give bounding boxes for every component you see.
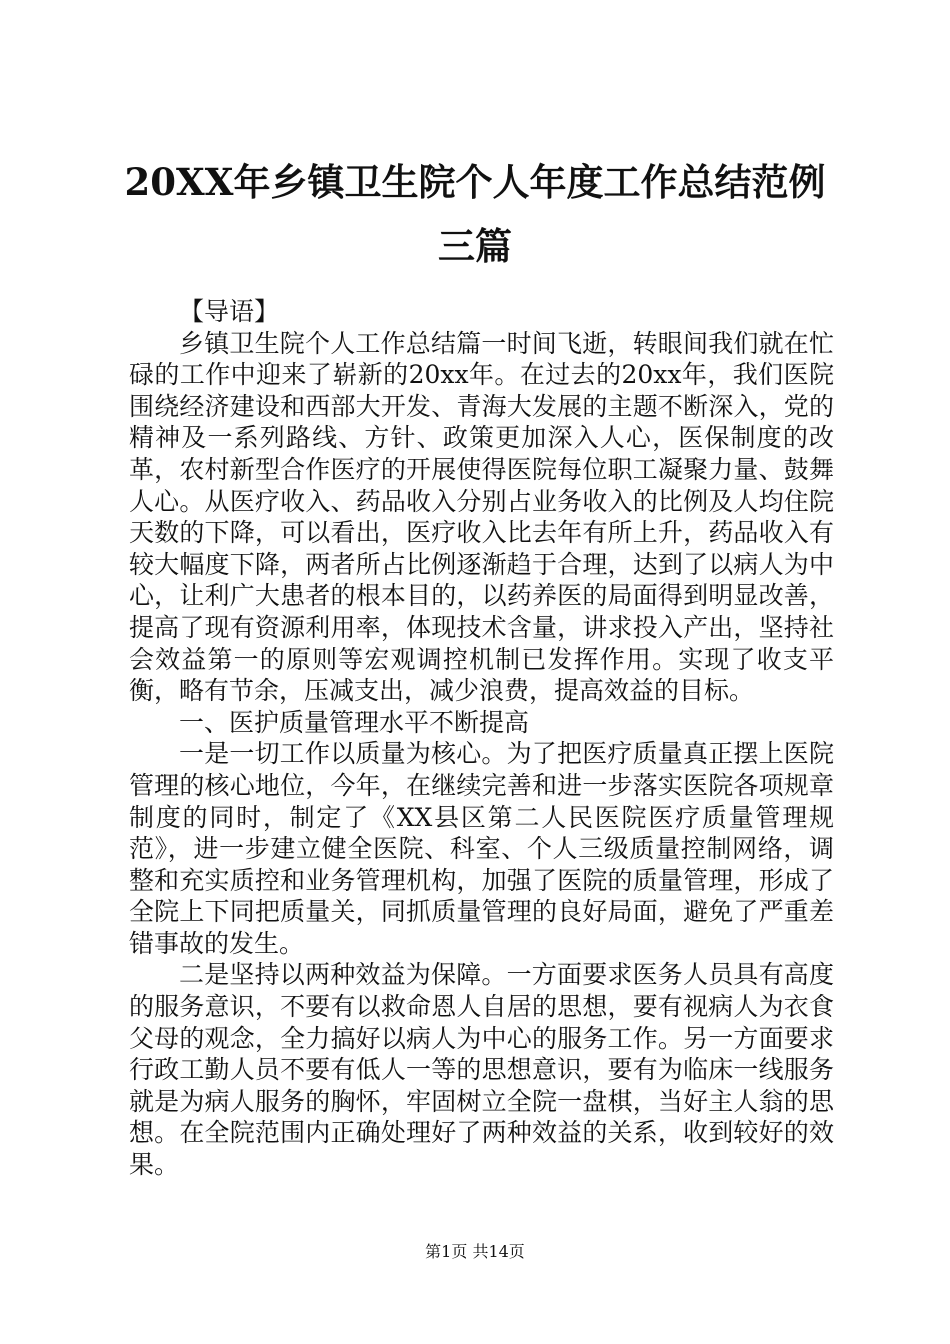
intro-label: 【导语】 <box>179 297 280 326</box>
document-title: 20XX年乡镇卫生院个人年度工作总结范例三篇 <box>124 160 826 268</box>
paragraph-1: 乡镇卫生院个人工作总结篇一时间飞逝，转眼间我们就在忙碌的工作中迎来了崭新的20xx年。在过去的20xx年，我们医院围绕经济建设和西部大开发、青海大发展的主题不断深入，党的精神及一系列路线、方针、政策更加深入人心，医保制度的改革，农村新型合作医疗的开展使得医院每位职工凝聚力量、鼓舞人心。从医疗收入、药品收入分别占业务收入的比例及人均住院天数的下降，可以看出，医疗收入比去年有所上升，药品收入有较大幅度下降，两者所占比例逐渐趋于合理，达到了以病人为中心，让利广大患者的根本目的，以药养医的局面得到明显改善，提高了现有资源利用率，体现技术含量，讲求投入产出，坚持社会效益第一的原则等宏观调控机制已发挥作用。实现了收支平衡，略有节余，压减支出，减少浪费，提高效益的目标。 <box>129 328 834 706</box>
paragraph-3: 二是坚持以两种效益为保障。一方面要求医务人员具有高度的服务意识，不要有以救命恩人自居的思想，要有视病人为衣食父母的观念，全力搞好以病人为中心的服务工作。另一方面要求行政工勤人员不要有低人一等的思想意识，要有为临床一线服务就是为病人服务的胸怀，牢固树立全院一盘棋，当好主人翁的思想。在全院范围内正确处理好了两种效益的关系，收到较好的效果。 <box>129 960 834 1180</box>
document-body <box>129 296 834 1181</box>
section-heading-1: 一、医护质量管理水平不断提高 <box>179 707 530 737</box>
paragraph-2: 一是一切工作以质量为核心。为了把医疗质量真正摆上医院管理的核心地位，今年，在继续完善和进一步落实医院各项规章制度的同时，制定了《XX县区第二人民医院医疗质量管理规范》，进一步建立健全医院、科室、个人三级质量控制网络，调整和充实质控和业务管理机构，加强了医院的质量管理，形成了全院上下同把质量关，同抓质量管理的良好局面，避免了严重差错事故的发生。 <box>129 739 834 958</box>
page-footer: 第1页 共14页 <box>425 1242 525 1261</box>
